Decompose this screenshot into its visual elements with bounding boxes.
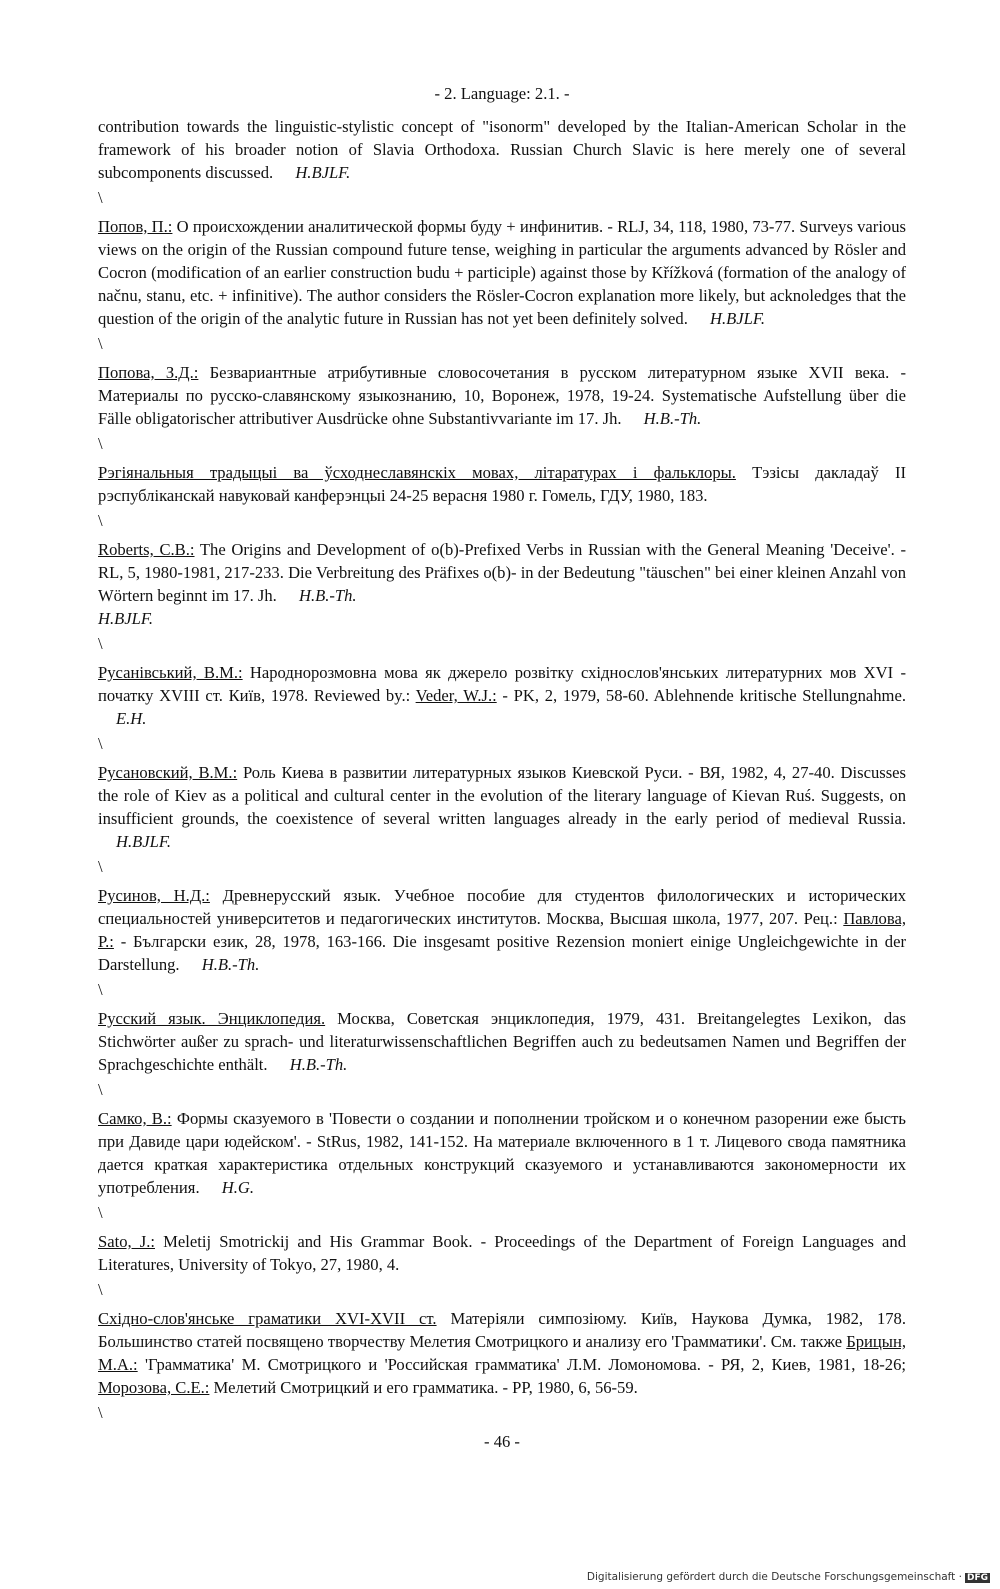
entry-text: Безвариантные атрибутивные словосочетания в русском литературном языке XVII века. - Материалы по русско-славянскому языкознанию, 10, Воронеж, 1978, 19-24. Systematische Aufstellung über die Fälle obligatorischer attributiver Ausdrücke ohne Substantivvariante im 17. Jh. xyxy=(98,363,907,428)
reviewer-initials: H.B.-Th. xyxy=(298,586,357,605)
entry-text: The Origins and Development of o(b)-Prefixed Verbs in Russian with the General Meaning 'Deceive'. - RL, 5, 1980-1981, 217-233. Die Verbreitung des Präfixes o(b)- in der Bedeutung "täuschen" bei einer kleinen Anzahl von Wörtern beginnt im 17. Jh. xyxy=(98,540,906,605)
entry-separator: \ xyxy=(98,1203,103,1222)
entry-author: Попов, П.: xyxy=(98,217,173,236)
entry-author: Русанівський, В.М.: xyxy=(98,663,243,682)
bibliography-entry xyxy=(98,361,906,455)
running-header: - 2. Language: 2.1. - xyxy=(434,84,570,103)
reviewer-initials: H.BJLF. xyxy=(710,309,766,328)
entry-text: Москва, Советская энциклопедия, 1979, 431. Breitangelegtes Lexikon, das Stichwörter außer zu sprach- und literaturwissenschaftlichen Begriffen auch zu bedeutsamen Namen und Begriffen der Sprachgeschichte enthält. xyxy=(98,1009,906,1074)
reviewer-initials: H.B.-Th. xyxy=(289,1055,348,1074)
entry-separator: \ xyxy=(98,188,103,207)
entry-separator: \ xyxy=(98,434,103,453)
entry-text: О происхождении аналитической формы буду + инфинитив. - RLJ, 34, 118, 1980, 73-77. Surveys various views on the origin of the Russian compound future tense, weighing in particular the arguments advanced by Rösler and Cocron (modification of an earlier construction budu + participle) against those by Křížková (formation of the analogy of načnu, stanu, etc. + infinitive). The author considers the Rösler-Cocron explanation more likely, but acknoledges that the question of the origin of the analytic future in Russian has not yet been definitely solved. xyxy=(98,217,906,328)
entry-author: Східно-слов'янське граматики XVI-XVII ст. xyxy=(98,1309,437,1328)
bibliography-entry xyxy=(98,761,906,878)
bibliography-entry xyxy=(98,461,906,532)
entry-text: Формы сказуемого в 'Повести о создании и пополнении тройском и о конечном разорении еже бысть при Давиде цари юдейском'. - StRus, 1982, 141-152. На материале включенного в 1 т. Лицевого свода памятника дается краткая характеристика отдельных конструкций сказуемого и устанавливаются закономерности их употребления. xyxy=(98,1109,906,1197)
bibliography-entries xyxy=(98,115,906,1424)
entry-author: Sato, J.: xyxy=(98,1232,155,1251)
entry-author: Русинов, Н.Д.: xyxy=(98,886,210,905)
bibliography-entry xyxy=(98,884,906,1001)
bibliography-entry xyxy=(98,1107,906,1224)
entry-text: contribution towards the linguistic-stylistic concept of "isonorm" developed by the Italian-American Scholar in the framework of his broader notion of Slavia Orthodoxa. Russian Church Slavic is here merely one of several subcomponents discussed. xyxy=(98,117,906,182)
entry-reviewer: Павлова, Р.: xyxy=(98,909,906,951)
entry-separator: \ xyxy=(98,634,103,653)
entry-separator: \ xyxy=(98,334,103,353)
entry-text-continued: Мелетий Смотрицкий и его грамматика. - РР, 1980, 6, 56-59. xyxy=(213,1378,638,1397)
bibliography-entry xyxy=(98,215,906,355)
entry-separator: \ xyxy=(98,1080,103,1099)
entry-text: Матеріяли симпозіюму. Київ, Наукова Думка, 1982, 178. Большинство статей посвящено творчеству Мелетия Смотрицкого и анализу его 'Грамматики'. См. также xyxy=(98,1309,906,1351)
dfg-credit-text: Digitalisierung gefördert durch die Deutsche Forschungsgemeinschaft · xyxy=(586,1571,962,1583)
entry-separator: \ xyxy=(98,1403,103,1422)
entry-separator: \ xyxy=(98,511,103,530)
entry-reviewer: Брицын, М.А.: xyxy=(98,1332,906,1374)
entry-text: Древнерусский язык. Учебное пособие для студентов филологических и исторических специальностей университетов и педагогических институтов. Москва, Высшая школа, 1977, 207. Рец.: xyxy=(98,886,907,928)
dfg-logo: DFG xyxy=(966,1573,988,1583)
entry-text-continued: - PK, 2, 1979, 58-60. Ablehnende kritische Stellungnahme. xyxy=(502,686,906,705)
entry-text: Народнорозмовна мова як джерело розвітку східнослов'янських литературних мов XVI - початку XVIII ст. Київ, 1978. Reviewed by.: xyxy=(98,663,906,705)
entry-separator: \ xyxy=(98,1280,103,1299)
entry-author: Попова, З.Д.: xyxy=(98,363,199,382)
entry-reviewer: Veder, W.J.: xyxy=(415,686,497,705)
reviewer-initials: H.BJLF. xyxy=(98,609,154,628)
entry-text-continued: 'Грамматика' М. Смотрицкого и 'Российская грамматика' Л.М. Ломономова. - РЯ, 2, Киев, 1981, 18-26; xyxy=(144,1355,906,1374)
reviewer-initials: H.B.-Th. xyxy=(643,409,702,428)
bibliography-entry xyxy=(98,538,906,655)
entry-separator: \ xyxy=(98,857,103,876)
entry-author: Русский язык. Энциклопедия. xyxy=(98,1009,326,1028)
document-page xyxy=(98,82,906,1453)
entry-author: Русановский, В.М.: xyxy=(98,763,238,782)
entry-reviewer: Морозова, С.Е.: xyxy=(98,1378,210,1397)
entry-author: Самко, В.: xyxy=(98,1109,172,1128)
reviewer-initials: H.BJLF. xyxy=(295,163,351,182)
bibliography-entry xyxy=(98,1230,906,1301)
entry-text: Роль Киева в развитии литературных языков Киевской Руси. - ВЯ, 1982, 4, 27-40. Discusses the role of Kiev as a political and cultural center in the evolution of the literary language of Kievan Ruś. Suggests, on insufficient grounds, the coexistence of several written languages already in the early period of medieval Russia. xyxy=(98,763,906,828)
entry-text: Meletij Smotrickij and His Grammar Book. - Proceedings of the Department of Foreign Languages and Literatures, University of Tokyo, 27, 1980, 4. xyxy=(98,1232,907,1274)
entry-author: Рэгіянальныя традыцыі ва ўсходнеславянскіх мовах, літаратурах і фальклоры. xyxy=(98,463,736,482)
bibliography-entry xyxy=(98,115,906,209)
reviewer-initials: H.G. xyxy=(221,1178,255,1197)
bibliography-entry xyxy=(98,661,906,755)
bibliography-entry xyxy=(98,1007,906,1101)
reviewer-initials: E.H. xyxy=(116,709,147,728)
entry-text-continued: - Български език, 28, 1978, 163-166. Die insgesamt positive Rezension moniert einige Ungleichgewichte in der Darstellung. xyxy=(98,932,906,974)
reviewer-initials: H.B.-Th. xyxy=(201,955,260,974)
dfg-credit xyxy=(587,1571,990,1583)
entry-text: Тэзісы дакладаў II рэспубліканскай навуковай канферэнцыі 24-25 верасня 1980 г. Гомель, ГДУ, 1980, 183. xyxy=(98,463,907,505)
bibliography-entry xyxy=(98,1307,906,1424)
reviewer-initials: H.BJLF. xyxy=(116,832,172,851)
entry-author: Roberts, C.B.: xyxy=(98,540,195,559)
page-number: - 46 - xyxy=(484,1432,520,1451)
entry-separator: \ xyxy=(98,980,103,999)
entry-separator: \ xyxy=(98,734,103,753)
